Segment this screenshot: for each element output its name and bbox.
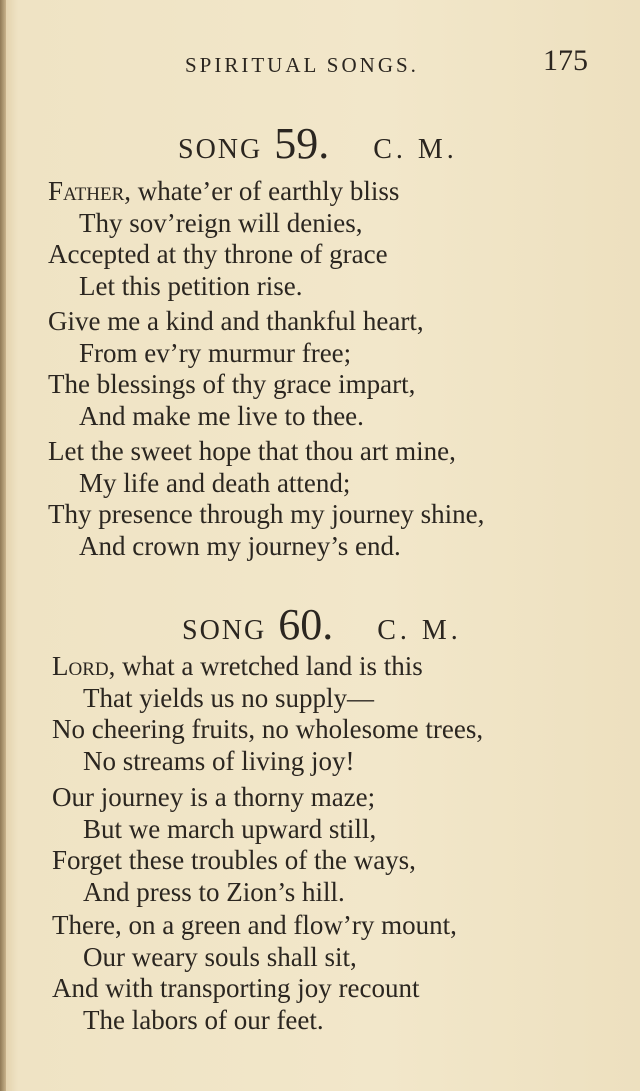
- verse-line: Give me a kind and thankful heart,: [48, 306, 424, 336]
- verse-line: Our weary souls shall sit,: [83, 941, 357, 972]
- verse-line: Let the sweet hope that thou art mine,: [48, 436, 456, 466]
- verse-line: And crown my journey’s end.: [79, 530, 401, 561]
- page-edge: [0, 0, 6, 1091]
- song-number: 59.: [274, 119, 330, 168]
- song-number: 60.: [278, 600, 334, 649]
- verse-line-rest: what a wretched land is this: [115, 651, 423, 681]
- verse-line: And press to Zion’s hill.: [83, 876, 345, 907]
- verse-line: [48, 176, 399, 208]
- verse-line: Let this petition rise.: [79, 270, 303, 301]
- verse-line: And with transporting joy recount: [52, 973, 420, 1003]
- song-meter: C. M.: [373, 134, 458, 165]
- verse-line: The labors of our feet.: [83, 1004, 324, 1035]
- verse-line: Accepted at thy throne of grace: [48, 239, 388, 269]
- verse-line: Thy presence through my journey shine,: [48, 499, 485, 529]
- song-59-stanza-3: [48, 436, 484, 562]
- verse-line: My life and death attend;: [79, 467, 351, 498]
- song-60-stanza-3: [52, 910, 457, 1036]
- verse-line: That yields us no supply—: [83, 682, 374, 713]
- verse-line: But we march upward still,: [83, 813, 377, 844]
- song-60-heading: [182, 599, 462, 650]
- verse-line: Forget these troubles of the ways,: [52, 845, 416, 875]
- song-60-stanza-1: [52, 651, 483, 777]
- page-number: 175: [543, 44, 588, 77]
- song-60-stanza-2: [52, 782, 416, 908]
- song-meter: C. M.: [377, 615, 462, 646]
- verse-line-lead: Father,: [48, 176, 131, 206]
- verse-line: The blessings of thy grace impart,: [48, 369, 416, 399]
- verse-line: From ev’ry murmur free;: [79, 337, 352, 368]
- song-word: SONG: [182, 615, 267, 646]
- verse-line-lead: Lord,: [52, 651, 116, 681]
- verse-line: Thy sov’reign will denies,: [79, 207, 363, 238]
- verse-line: Our journey is a thorny maze;: [52, 782, 376, 812]
- verse-line: And make me live to thee.: [79, 400, 364, 431]
- verse-line: [52, 651, 483, 683]
- verse-line: No cheering fruits, no wholesome trees,: [52, 714, 484, 744]
- song-59-stanza-2: [48, 306, 424, 432]
- running-head: SPIRITUAL SONGS.: [185, 53, 419, 77]
- verse-line-rest: whate’er of earthly bliss: [131, 176, 400, 206]
- verse-line: There, on a green and flow’ry mount,: [52, 910, 457, 940]
- song-59-heading: [178, 118, 458, 169]
- verse-line: No streams of living joy!: [83, 745, 355, 776]
- song-59-stanza-1: [48, 176, 399, 302]
- song-word: SONG: [178, 134, 263, 165]
